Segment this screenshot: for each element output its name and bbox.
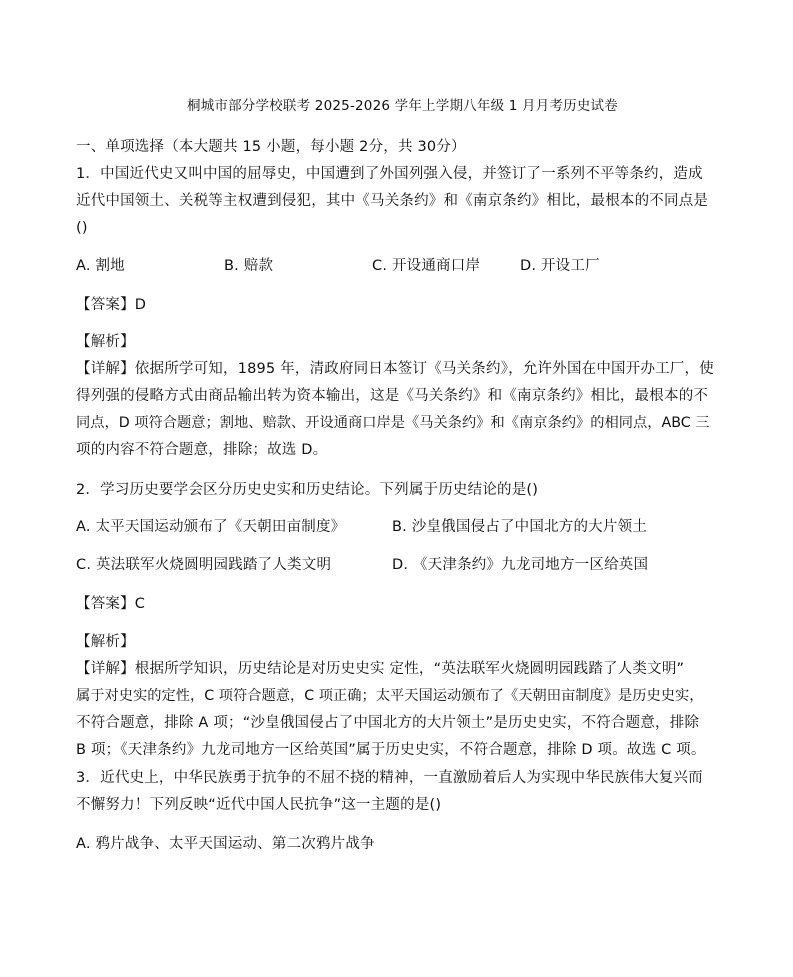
q1-stem-line-2: 近代中国领土、关税等主权遭到侵犯，其中《马关条约》和《南京条约》相比，最根本的不同点是 (76, 193, 709, 209)
q2-detail-line-1: 【详解】根据所学知识，历史结论是对历史史实 定性，“英法联军火烧圆明园践踏了人类文明” (76, 661, 685, 677)
q1-analysis-label: 【解析】 (76, 334, 135, 350)
q1-detail-line-2: 得列强的侵略方式由商品输出转为资本输出，这是《马关条约》和《南京条约》相比，最根本的不 (76, 388, 709, 404)
q2-answer: 【答案】C (76, 596, 146, 612)
q3-stem-line-2: 不懈努力！下列反映“近代中国人民抗争”这一主题的是() (76, 797, 442, 813)
q1-option-c: C. 开设通商口岸 (372, 258, 481, 274)
q1-stem-line-1: 1．中国近代史又叫中国的屈辱史，中国遭到了外国列强入侵，并签订了一系列不平等条约，造成 (76, 166, 703, 182)
q1-stem-line-3: () (76, 220, 88, 236)
q1-option-b: B. 赔款 (224, 258, 274, 274)
q1-detail-line-4: 项的内容不符合题意，排除；故选 D。 (76, 442, 328, 458)
q1-detail-line-1: 【详解】依据所学可知，1895 年，清政府同日本签订《马关条约》，允许外国在中国开办工厂，使 (76, 361, 714, 377)
q2-option-a: A. 太平天国运动颁布了《天朝田亩制度》 (76, 519, 346, 535)
q2-analysis-label: 【解析】 (76, 634, 135, 650)
q2-stem-line-1: 2．学习历史要学会区分历史史实和历史结论。下列属于历史结论的是() (76, 482, 539, 498)
q3-option-a: A. 鸦片战争、太平天国运动、第二次鸦片战争 (76, 836, 375, 852)
q2-detail-line-4: B 项；《天津条约》九龙司地方一区给英国”属于历史史实，不符合题意，排除 D 项。故选 C 项。 (76, 742, 706, 758)
q2-option-b: B. 沙皇俄国侵占了中国北方的大片领土 (392, 519, 647, 535)
q1-option-d: D. 开设工厂 (520, 258, 600, 274)
q2-detail-line-3: 不符合题意，排除 A 项；“沙皇俄国侵占了中国北方的大片领土”是历史史实，不符合题意，排除 (76, 715, 700, 731)
q1-detail-line-3: 同点，D 项符合题意；割地、赔款、开设通商口岸是《马关条约》和《南京条约》的相同点，ABC 三 (76, 415, 710, 431)
q2-option-d: D. 《天津条约》九龙司地方一区给英国 (392, 557, 649, 573)
q1-answer: 【答案】D (76, 297, 147, 313)
exam-title: 桐城市部分学校联考 2025-2026 学年上学期八年级 1 月月考历史试卷 (187, 98, 618, 114)
section-heading: 一、单项选择（本大题共 15 小题，每小题 2分，共 30分） (76, 139, 466, 155)
q2-detail-line-2: 属于对史实的定性，C 项符合题意，C 项正确；太平天国运动颁布了《天朝田亩制度》是历史史实， (76, 688, 704, 704)
q3-stem-line-1: 3．近代史上，中华民族勇于抗争的不屈不挠的精神，一直激励着后人为实现中华民族伟大复兴而 (76, 770, 703, 786)
q1-option-a: A. 割地 (76, 258, 125, 274)
q2-option-c: C. 英法联军火烧圆明园践踏了人类文明 (76, 557, 332, 573)
